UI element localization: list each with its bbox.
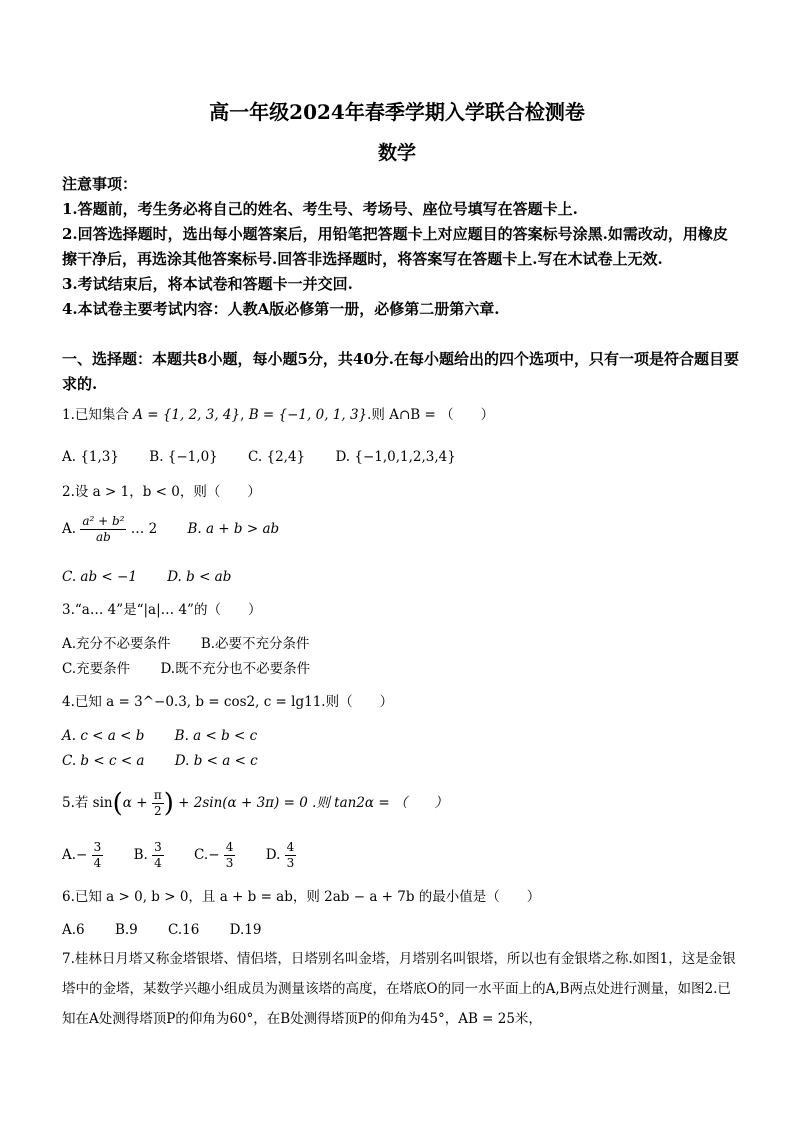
note-item-3: 3.考试结束后，将本试卷和答题卡一并交回. (62, 275, 353, 293)
q2-options-ab (62, 514, 742, 545)
q5-option-c: C.− $\frac{4}{3}$ (194, 840, 234, 870)
subject-title: 数学 (377, 142, 416, 164)
q2-option-b: B. a + b > ab (187, 521, 280, 537)
q1-option-d: D. {−1,0,1,2,3,4} (335, 449, 456, 465)
q2-option-c: C. ab < −1 (62, 569, 137, 585)
q5-pi-fraction (152, 788, 164, 819)
q4-option-c: C. b < c < a (62, 753, 145, 769)
section-heading-choice: 一、选择题：本题共8小题，每小题5分，共40分.在每小题给出的四个选项中，只有一项是符合题目要求的. (62, 350, 739, 393)
q1-option-b: B. {−1,0} (149, 449, 218, 465)
q6-option-d: D.19 (229, 922, 262, 938)
q3-option-d: D.既不充分也不必要条件 (160, 661, 311, 677)
q2-option-a-label: A. (62, 521, 77, 537)
q5-option-d: D. $\frac{4}{3}$ (265, 840, 295, 870)
q3-option-c: C.充要条件 (62, 661, 131, 677)
q5-inner: α + (122, 795, 148, 811)
note-item-2: 2.回答选择题时，选出每小题答案后，用铅笔把答题卡上对应题目的答案标号涂黑.如需改动，用橡皮擦干净后，再选涂其他答案标号.回答非选择题时，将答案写在答题卡上.写在木试卷上无效. (62, 225, 728, 268)
q6-option-a: A.6 (62, 922, 85, 938)
question-5: 5.若 sin(α + $\frac{\pi}{2}$ ) + 2sin(α + 3π) = 0 .则 tan2α = （ ） (62, 788, 448, 819)
q6-option-b: B.9 (114, 922, 138, 938)
q5-option-a: A.− $\frac{3}{4}$ (62, 840, 102, 870)
notes-block (62, 172, 742, 322)
q5-pi-den: 2 (153, 804, 162, 818)
q5-option-b: B. $\frac{3}{4}$ (133, 840, 162, 870)
q1-set-b: B = {−1, 0, 1, 3} (248, 407, 368, 423)
q1-ask: .则 A∩B = （ ） (367, 407, 495, 423)
question-6: 6.已知 a > 0, b > 0，且 a + b = ab，则 2ab − a + 7b 的最小值是（ ） (62, 889, 541, 905)
q1-options (62, 447, 742, 467)
note-item-1: 1.答题前，考生务必将自己的姓名、考生号、考场号、座位号填写在答题卡上. (62, 200, 578, 218)
question-4: 4.已知 a = 3^−0.3, b = cos2, c = lg11.则（ ） (62, 694, 394, 710)
q3-option-b: B.必要不充分条件 (200, 636, 310, 652)
q5-pi-num: π (153, 788, 162, 802)
q1-option-c: C. {2,4} (248, 449, 306, 465)
q5-options (62, 840, 742, 871)
q4-option-b: B. a < b < c (174, 728, 258, 744)
q3-options-cd (62, 659, 742, 679)
q2-option-a-suffix: … 2 (130, 521, 158, 537)
q4-options-ab (62, 726, 742, 746)
question-2: 2.设 a > 1，b < 0，则（ ） (62, 484, 261, 500)
q4-option-a: A. c < a < b (62, 728, 145, 744)
q3-options-ab (62, 634, 742, 654)
q5-rest: + 2sin(α + 3π) = 0 .则 tan2α = （ ） (178, 795, 448, 811)
q1-set-a: A = {1, 2, 3, 4} (133, 407, 241, 423)
q2-option-d: D. b < ab (167, 569, 232, 585)
q3-option-a: A.充分不必要条件 (62, 636, 171, 652)
page-title: 高一年级2024年春季学期入学联合检测卷 (209, 100, 585, 124)
question-1: 1.已知集合 A = {1, 2, 3, 4}, B = {−1, 0, 1, 3}.则 A∩B = （ ） (62, 407, 495, 423)
q4-options-cd (62, 751, 742, 771)
notes-heading: 注意事项： (62, 175, 138, 193)
q2-option-a-fraction (80, 514, 126, 545)
q2-frac-num: a² + b² (82, 514, 125, 528)
q6-options (62, 920, 742, 940)
q2-frac-den: ab (95, 530, 111, 544)
q6-option-c: C.16 (168, 922, 200, 938)
question-3: 3.“a… 4”是“|a|… 4”的（ ） (62, 602, 262, 618)
q1-prefix: 1.已知集合 (62, 407, 129, 423)
q2-options-cd (62, 567, 742, 587)
q1-option-a: A. {1,3} (62, 449, 119, 465)
note-item-4: 4.本试卷主要考试内容：人教A版必修第一册，必修第二册第六章. (62, 300, 500, 318)
q5-prefix: 5.若 sin (62, 795, 113, 811)
q4-option-d: D. b < a < c (174, 753, 258, 769)
question-7: 7.桂林日月塔又称金塔银塔、情侣塔，日塔别名叫金塔，月塔别名叫银塔，所以也有金银塔之称.如图1，这是金银塔中的金塔，某数学兴趣小组成员为测量该塔的高度，在塔底O的同一水平面上的A,B两点处进行测量，如图2.已知在A处测得塔顶P的仰角为60°，在B处测得塔顶P的仰角为45°，AB = 25米， (62, 951, 736, 1027)
